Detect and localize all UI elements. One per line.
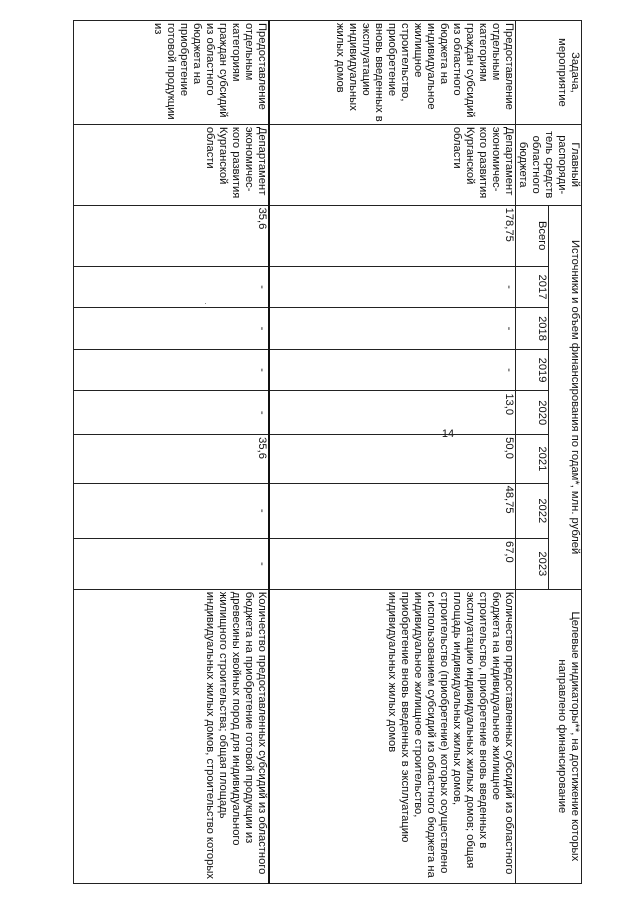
- col-header-manager: Главный распоряди-тель средств областного бюджета: [516, 124, 582, 205]
- col-header-indicators: Целевые индикаторы**, на достижение которых направлено финансирование: [516, 589, 582, 883]
- col-header-task: Задача, мероприятие: [516, 21, 582, 125]
- col-header-year: 2017: [516, 266, 549, 308]
- year-cell: -: [74, 483, 270, 538]
- col-header-year: 2018: [516, 308, 549, 350]
- col-header-total: Всего: [516, 205, 549, 266]
- financing-table: [73, 20, 582, 884]
- year-cell: 48,75: [270, 483, 516, 538]
- col-header-year: 2022: [516, 483, 549, 538]
- col-header-year: 2020: [516, 391, 549, 435]
- year-cell: -: [74, 538, 270, 589]
- page-number: 14: [441, 428, 455, 441]
- scan-speck: ·: [201, 302, 210, 305]
- year-cell: -: [74, 391, 270, 435]
- year-cell: 13,0: [270, 391, 516, 435]
- table-row: [74, 21, 270, 884]
- total-cell: 35,6: [74, 205, 270, 266]
- year-cell: 50,0: [270, 435, 516, 483]
- col-header-year: 2021: [516, 435, 549, 483]
- col-header-sources: Источники и объем финансирования по годам*, млн. рублей: [549, 205, 582, 589]
- year-cell: 35,6: [74, 435, 270, 483]
- year-cell: -: [270, 349, 516, 391]
- manager-cell: Департамент экономичес-кого развития Курганской области: [74, 124, 270, 205]
- year-cell: -: [74, 349, 270, 391]
- header-row-1: [549, 21, 582, 884]
- year-cell: 67,0: [270, 538, 516, 589]
- col-header-year: 2023: [516, 538, 549, 589]
- task-cell: Предоставление отдельным категориям граждан субсидий из областного бюджета на индивидуальное жилищное строительство, приобретение вновь введенных в эксплуатацию индивидуальных жилых домов: [270, 21, 516, 125]
- year-cell: -: [270, 308, 516, 350]
- task-cell: Предоставление отдельным категориям граждан субсидий из областного бюджета на приобретение готовой продукции из: [74, 21, 270, 125]
- table-row: [270, 21, 516, 884]
- manager-cell: Департамент экономичес-кого развития Курганской области: [270, 124, 516, 205]
- col-header-year: 2019: [516, 349, 549, 391]
- indicators-cell: Количество предоставленных субсидий из областного бюджета на индивидуальное жилищное строительство, приобретение вновь введенных в эксплуатацию индивидуальных жилых домов; общая площадь индивидуальных жилых домов, строительство (приобретение) которых осуществлено с использованием субсидий из областного бюджета на индивидуальное жилищное строительство, приобретение вновь введенных в эксплуатацию индивидуальных жилых домов: [270, 589, 516, 883]
- year-cell: -: [74, 308, 270, 350]
- total-cell: 178,75: [270, 205, 516, 266]
- indicators-cell: Количество предоставленных субсидий из областного бюджета на приобретение готовой продукции из древесины хвойных пород для индивидуального жилищного строительства; общая площадь индивидуальных жилых домов, строительство которых: [74, 589, 270, 883]
- year-cell: -: [74, 266, 270, 308]
- year-cell: -: [270, 266, 516, 308]
